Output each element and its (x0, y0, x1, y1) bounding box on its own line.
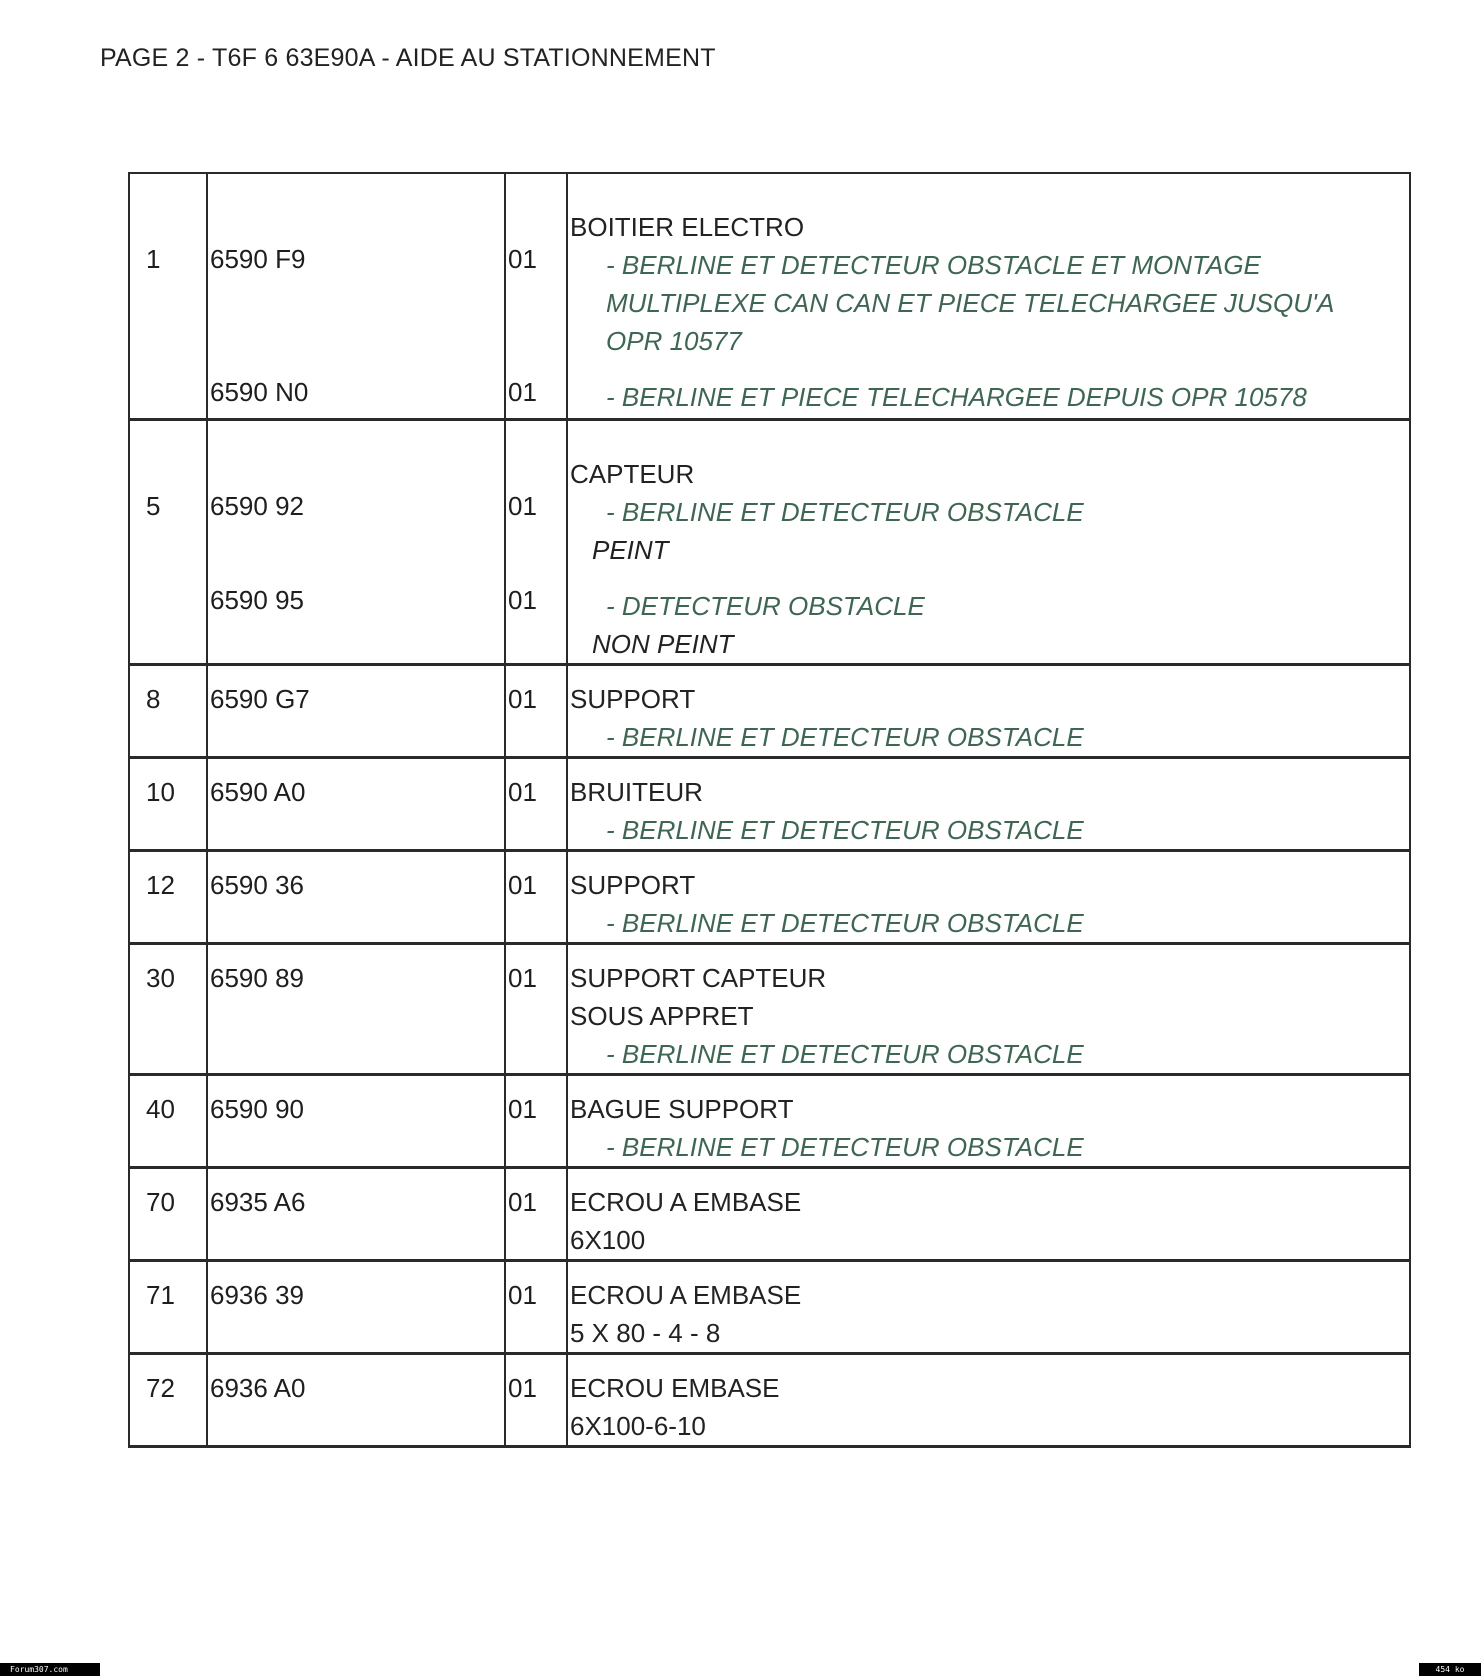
table-row (129, 850, 1410, 943)
item-number: 72 (146, 1372, 175, 1403)
table-row (129, 1353, 1410, 1446)
part-finish: NON PEINT (592, 628, 734, 659)
part-variant-note: - DETECTEUR OBSTACLE (606, 590, 925, 621)
quantity: 01 (508, 1279, 537, 1310)
item-number: 40 (146, 1093, 175, 1124)
quantity: 01 (508, 869, 537, 900)
item-number: 30 (146, 962, 175, 993)
file-size-badge: 454 ko (1419, 1663, 1481, 1676)
part-dimensions: 6X100 (570, 1224, 646, 1255)
part-reference: 6590 F9 (210, 244, 306, 274)
part-variant-note: - BERLINE ET DETECTEUR OBSTACLE (606, 907, 1084, 938)
part-variant-note: - BERLINE ET DETECTEUR OBSTACLE ET MONTAGE (606, 250, 1261, 280)
part-reference: 6936 39 (210, 1279, 304, 1310)
quantity: 01 (508, 776, 537, 807)
part-reference: 6590 A0 (210, 776, 306, 807)
table-row (129, 1074, 1410, 1167)
part-variant-note: - BERLINE ET DETECTEUR OBSTACLE (606, 721, 1084, 752)
item-number: 70 (146, 1186, 175, 1217)
quantity: 01 (508, 244, 537, 274)
part-variant-note: - BERLINE ET DETECTEUR OBSTACLE (606, 814, 1084, 845)
part-description: CAPTEUR (570, 458, 695, 489)
table-row (129, 419, 1410, 664)
part-description: SUPPORT (570, 683, 696, 714)
table-row (129, 943, 1410, 1074)
part-reference: 6590 95 (210, 584, 304, 615)
item-number: 1 (146, 244, 161, 274)
quantity: 01 (508, 377, 537, 407)
part-description: ECROU A EMBASE (570, 1186, 802, 1217)
part-variant-note: - BERLINE ET PIECE TELECHARGEE DEPUIS OPR 10578 (606, 382, 1307, 412)
table-row (129, 1167, 1410, 1260)
part-reference: 6590 N0 (210, 377, 309, 407)
quantity: 01 (508, 1186, 537, 1217)
part-description: ECROU A EMBASE (570, 1279, 802, 1310)
item-number: 71 (146, 1279, 175, 1310)
part-dimensions: 6X100-6-10 (570, 1410, 706, 1441)
part-dimensions: 5 X 80 - 4 - 8 (570, 1317, 721, 1348)
part-description: BAGUE SUPPORT (570, 1093, 794, 1124)
part-description: BRUITEUR (570, 776, 703, 807)
part-finish: PEINT (592, 534, 669, 565)
quantity: 01 (508, 1093, 537, 1124)
part-reference: 6935 A6 (210, 1186, 306, 1217)
part-variant-note: - BERLINE ET DETECTEUR OBSTACLE (606, 496, 1084, 527)
part-variant-note: - BERLINE ET DETECTEUR OBSTACLE (606, 1131, 1084, 1162)
item-number: 8 (146, 683, 161, 714)
part-reference: 6590 36 (210, 869, 304, 900)
part-variant-note: - BERLINE ET DETECTEUR OBSTACLE (606, 1038, 1084, 1069)
page-title: PAGE 2 - T6F 6 63E90A - AIDE AU STATIONNEMENT (100, 44, 716, 72)
item-number: 10 (146, 776, 175, 807)
part-reference: 6590 92 (210, 490, 304, 521)
source-watermark: Forum307.com (0, 1663, 100, 1676)
part-description: ECROU EMBASE (570, 1372, 780, 1403)
quantity: 01 (508, 1372, 537, 1403)
table-row (129, 1260, 1410, 1353)
item-number: 5 (146, 490, 161, 521)
part-reference: 6590 G7 (210, 683, 310, 714)
table-row (129, 173, 1410, 419)
part-variant-note: OPR 10577 (606, 326, 742, 356)
table-row (129, 664, 1410, 757)
quantity: 01 (508, 490, 537, 521)
part-finish: SOUS APPRET (570, 1000, 754, 1031)
quantity: 01 (508, 584, 537, 615)
part-reference: 6590 90 (210, 1093, 304, 1124)
item-number: 12 (146, 869, 175, 900)
quantity: 01 (508, 683, 537, 714)
part-variant-note: MULTIPLEXE CAN CAN ET PIECE TELECHARGEE JUSQU'A (606, 288, 1335, 318)
part-description: BOITIER ELECTRO (570, 212, 805, 242)
parts-table (128, 172, 1411, 1448)
part-reference: 6936 A0 (210, 1372, 306, 1403)
part-description: SUPPORT CAPTEUR (570, 962, 827, 993)
part-description: SUPPORT (570, 869, 696, 900)
part-reference: 6590 89 (210, 962, 304, 993)
table-row (129, 757, 1410, 850)
quantity: 01 (508, 962, 537, 993)
